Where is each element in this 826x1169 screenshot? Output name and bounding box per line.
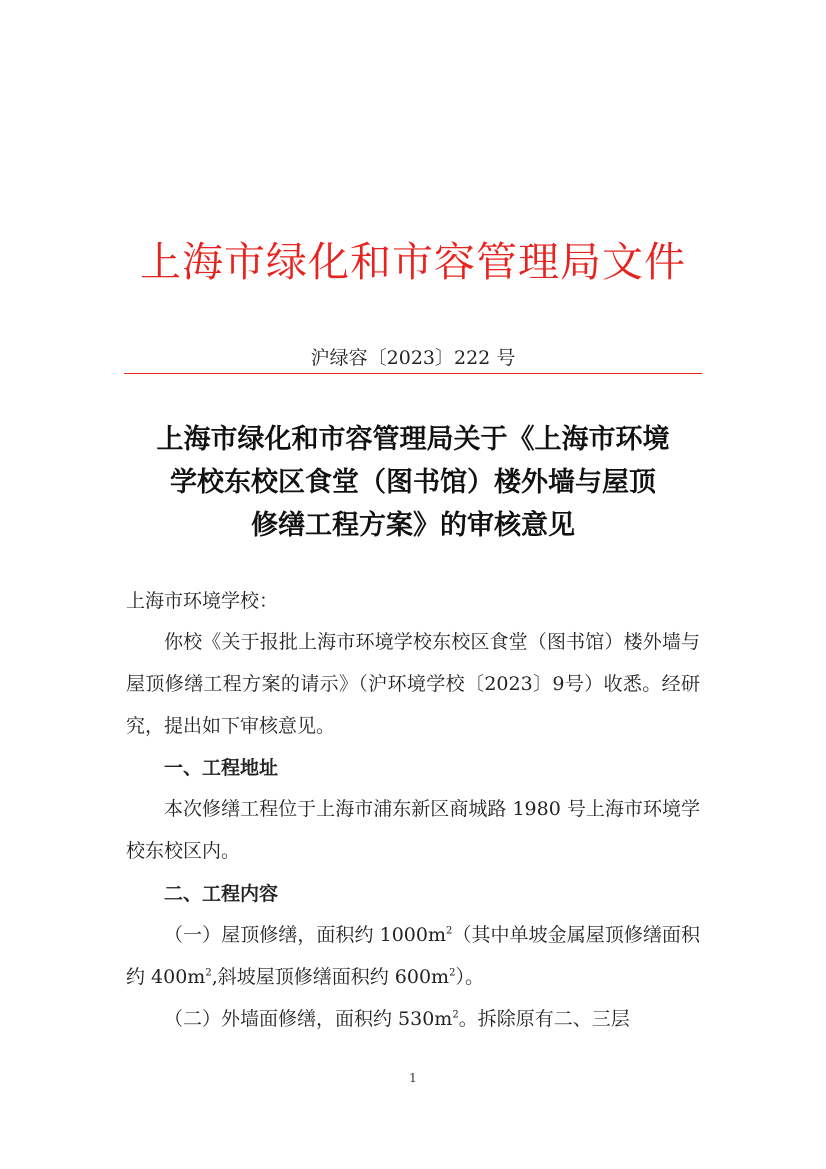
salutation: 上海市环境学校： xyxy=(126,590,279,612)
roof-text-c: ,斜坡屋顶修缮面积约 600m xyxy=(211,966,450,988)
document-number: 沪绿容〔2023〕222 号 xyxy=(310,347,516,369)
roof-text-b: （其中单坡金属屋顶修缮面积约 400m xyxy=(126,924,700,988)
superscript-2: 2 xyxy=(445,925,453,937)
title-line-1: 上海市绿化和市容管理局关于《上海市环境 xyxy=(156,424,670,455)
paragraph-wall-repair xyxy=(126,998,700,1040)
paragraph-address: 本次修缮工程位于上海市浦东新区商城路 1980 号上海市环境学校东校区内。 xyxy=(126,798,700,862)
title-line-3: 修缮工程方案》的审核意见 xyxy=(251,510,575,541)
superscript-2: 2 xyxy=(449,967,456,979)
paragraph-roof-repair xyxy=(126,914,700,998)
letterhead-title: 上海市绿化和市容管理局文件 xyxy=(140,238,686,286)
section-heading-content: 二、工程内容 xyxy=(164,883,279,905)
wall-text-b: 。拆除原有二、三层 xyxy=(458,1008,630,1030)
roof-text-d: ）。 xyxy=(455,966,484,988)
superscript-2: 2 xyxy=(452,1009,459,1021)
paragraph-request-received: 你校《关于报批上海市环境学校东校区食堂（图书馆）楼外墙与屋顶修缮工程方案的请示》（沪环境学校〔2023〕9号）收悉。经研究，提出如下审核意见。 xyxy=(126,631,700,737)
section-heading-address: 一、工程地址 xyxy=(164,757,279,779)
title-line-2: 学校东校区食堂（图书馆）楼外墙与屋顶 xyxy=(170,467,656,498)
roof-text-a: （一）屋顶修缮，面积约 1000m xyxy=(164,924,446,946)
wall-text-a: （二）外墙面修缮，面积约 530m xyxy=(164,1008,453,1030)
page-number: 1 xyxy=(409,1071,417,1085)
superscript-2: 2 xyxy=(205,967,212,979)
red-divider-line xyxy=(124,373,702,374)
document-title xyxy=(110,418,716,547)
